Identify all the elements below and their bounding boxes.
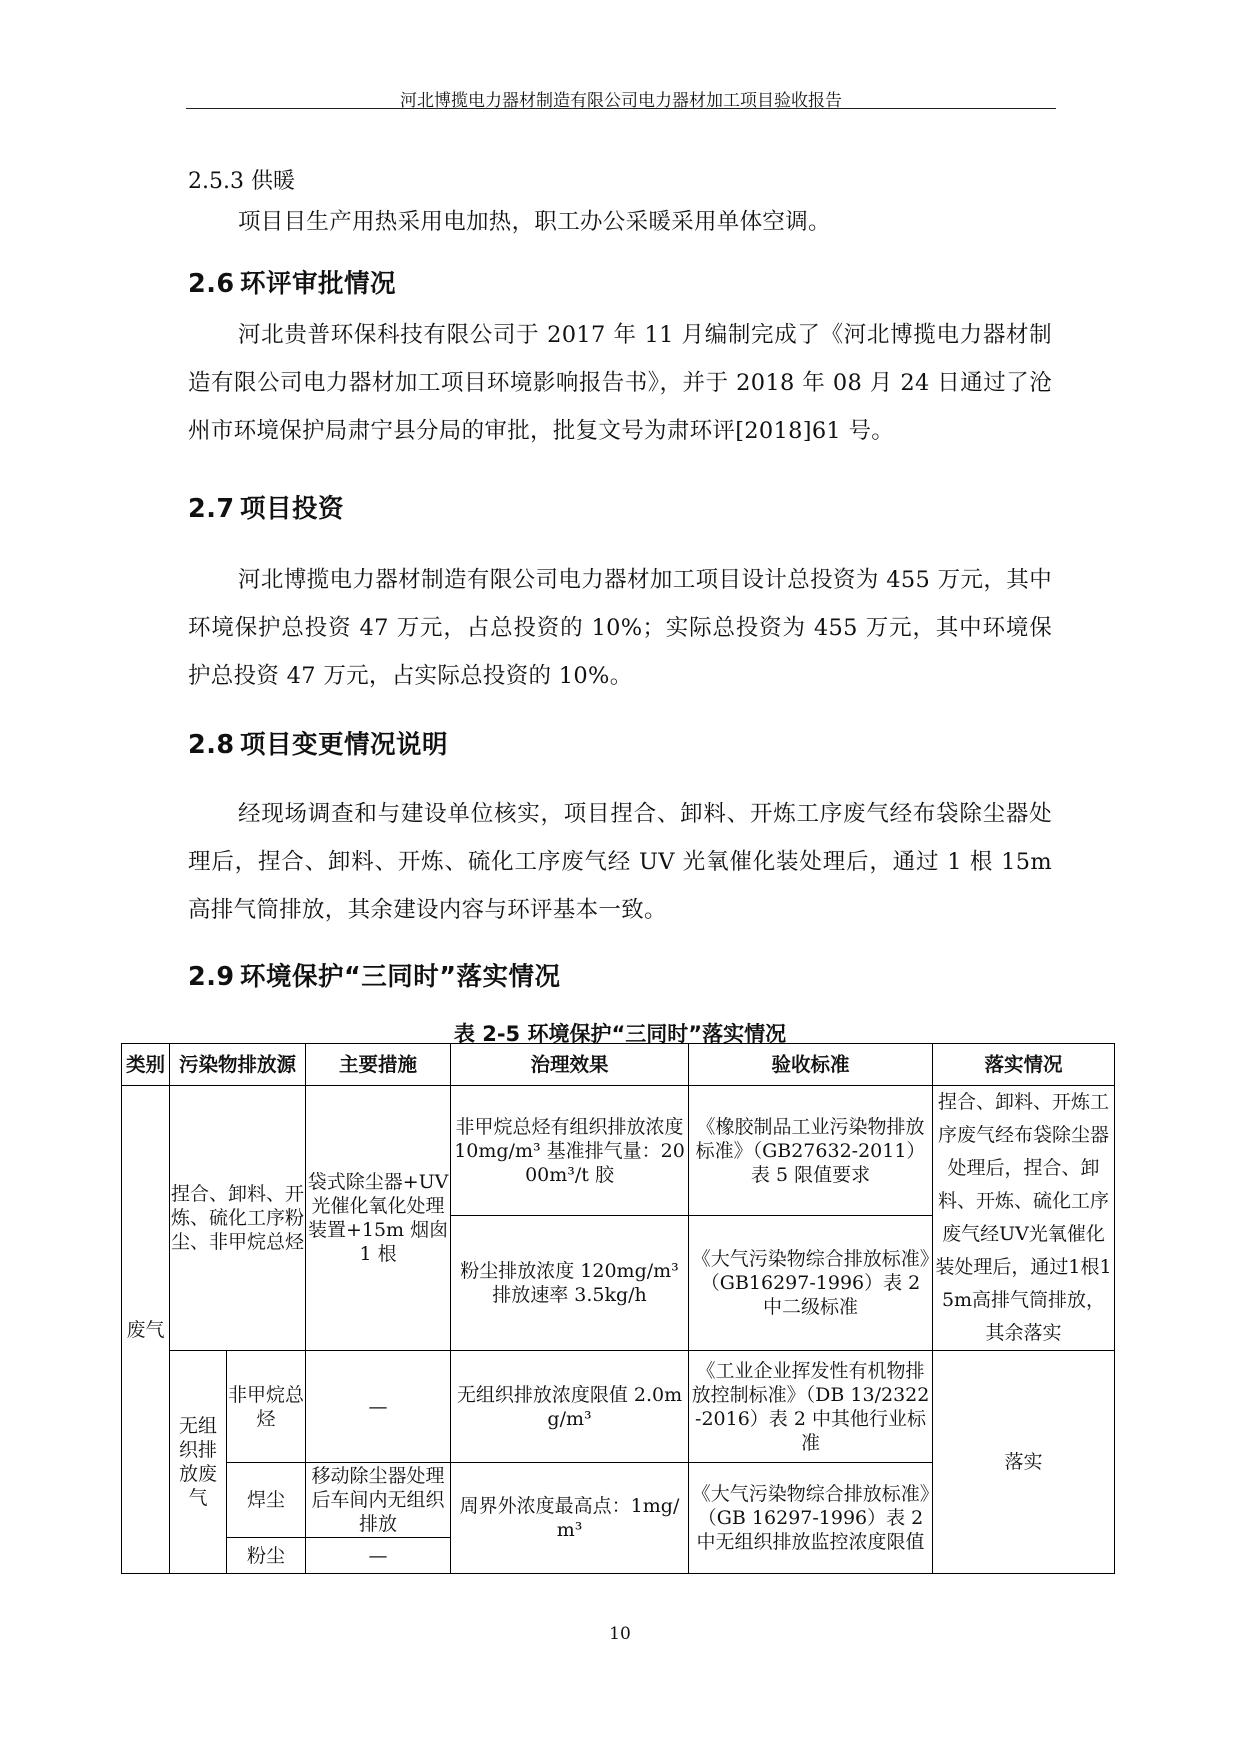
- section-2-6-number: 2.6: [188, 269, 235, 299]
- unorganized-effect-1-cell: 无组织排放浓度限值 2.0mg/m³: [451, 1351, 689, 1463]
- unorganized-standard-1-cell: 《工业企业挥发性有机物排放控制标准》（DB 13/2322-2016）表 2 中其他行业标准: [689, 1351, 933, 1463]
- unorganized-measure-2-cell: 移动除尘器处理后车间内无组织排放: [306, 1463, 451, 1538]
- header-divider: [186, 108, 1056, 109]
- unorganized-source-1-cell: 非甲烷总烃: [227, 1351, 306, 1463]
- unorganized-measure-1-cell: —: [306, 1351, 451, 1463]
- section-2-8-title: 项目变更情况说明: [240, 730, 449, 760]
- header-effect: 治理效果: [451, 1044, 689, 1086]
- unorganized-effect-2-cell: 周界外浓度最高点：1mg/m³: [451, 1463, 689, 1574]
- section-2-8-text: 经现场调查和与建设单位核实，项目捏合、卸料、开炼工序废气经布袋除尘器处理后，捏合、卸料、开炼、硫化工序废气经 UV 光氧催化装处理后，通过 1 根 15m 高排气筒排放，其余建设内容与环评基本一致。: [188, 801, 1052, 923]
- table-caption: 表 2-5 环境保护“三同时”落实情况: [453, 1022, 787, 1046]
- section-2-8-heading: [188, 725, 448, 761]
- organized-measure-cell: 袋式除尘器+UV 光催化氧化处理装置+15m 烟囱 1 根: [306, 1086, 451, 1351]
- table-row: [122, 1351, 1115, 1463]
- section-2-6-text: 河北贵普环保科技有限公司于 2017 年 11 月编制完成了《河北博揽电力器材制造有限公司电力器材加工项目环境影响报告书》，并于 2018 年 08 月 24 日通过了沧州市环境保护局肃宁县分局的审批，批复文号为肃环评[2018]61 号。: [188, 322, 1052, 444]
- section-2-6-title: 环评审批情况: [240, 269, 397, 299]
- section-2-9-heading: [188, 957, 561, 993]
- three-simultaneous-table: [121, 1043, 1115, 1574]
- section-2-7-number: 2.7: [188, 494, 235, 524]
- section-2-7-title: 项目投资: [240, 494, 345, 524]
- section-2-6-heading: [188, 264, 396, 300]
- unorganized-label-cell: 无组织排放废气: [170, 1351, 227, 1574]
- organized-status-cell: 捏合、卸料、开炼工序废气经布袋除尘器处理后，捏合、卸料、开炼、硫化工序废气经UV光氧催化装处理后，通过1根15m高排气筒排放，其余落实: [933, 1086, 1115, 1351]
- header-measure: 主要措施: [306, 1044, 451, 1086]
- organized-standard-1-cell: 《橡胶制品工业污染物排放标准》（GB27632-2011）表 5 限值要求: [689, 1086, 933, 1216]
- table-row: [122, 1086, 1115, 1216]
- unorganized-source-2-cell: 焊尘: [227, 1463, 306, 1538]
- header-source: 污染物排放源: [170, 1044, 306, 1086]
- organized-effect-2-cell: 粉尘排放浓度 120mg/m³ 排放速率 3.5kg/h: [451, 1216, 689, 1351]
- page-header-title: 河北博揽电力器材制造有限公司电力器材加工项目验收报告: [400, 91, 842, 111]
- header-standard: 验收标准: [689, 1044, 933, 1086]
- section-2-5-3-title: 2.5.3 供暖: [188, 169, 295, 194]
- section-2-9-number: 2.9: [188, 962, 235, 992]
- section-2-7-heading: [188, 489, 344, 525]
- header-category: 类别: [122, 1044, 170, 1086]
- organized-effect-1-cell: 非甲烷总烃有组织排放浓度 10mg/m³ 基准排气量：2000m³/t 胶: [451, 1086, 689, 1216]
- unorganized-standard-2-cell: 《大气污染物综合排放标准》（GB 16297-1996）表 2 中无组织排放监控浓度限值: [689, 1463, 933, 1574]
- unorganized-measure-3-cell: —: [306, 1538, 451, 1574]
- organized-source-cell: 捏合、卸料、开炼、硫化工序粉尘、非甲烷总烃: [170, 1086, 306, 1351]
- unorganized-source-3-cell: 粉尘: [227, 1538, 306, 1574]
- section-2-5-3-text: 项目目生产用热采用电加热，职工办公采暖采用单体空调。: [238, 209, 831, 235]
- section-2-7-text: 河北博揽电力器材制造有限公司电力器材加工项目设计总投资为 455 万元，其中环境保护总投资 47 万元，占总投资的 10%；实际总投资为 455 万元，其中环境保护总投资 47 万元，占实际总投资的 10%。: [188, 567, 1052, 689]
- header-status: 落实情况: [933, 1044, 1115, 1086]
- section-2-8-number: 2.8: [188, 730, 235, 760]
- section-2-9-title: 环境保护“三同时”落实情况: [240, 962, 561, 992]
- unorganized-status-cell: 落实: [933, 1351, 1115, 1574]
- category-cell: 废气: [122, 1086, 170, 1574]
- organized-standard-2-cell: 《大气污染物综合排放标准》（GB16297-1996）表 2 中二级标准: [689, 1216, 933, 1351]
- table-header-row: [122, 1044, 1115, 1086]
- page-number: 10: [609, 1624, 631, 1644]
